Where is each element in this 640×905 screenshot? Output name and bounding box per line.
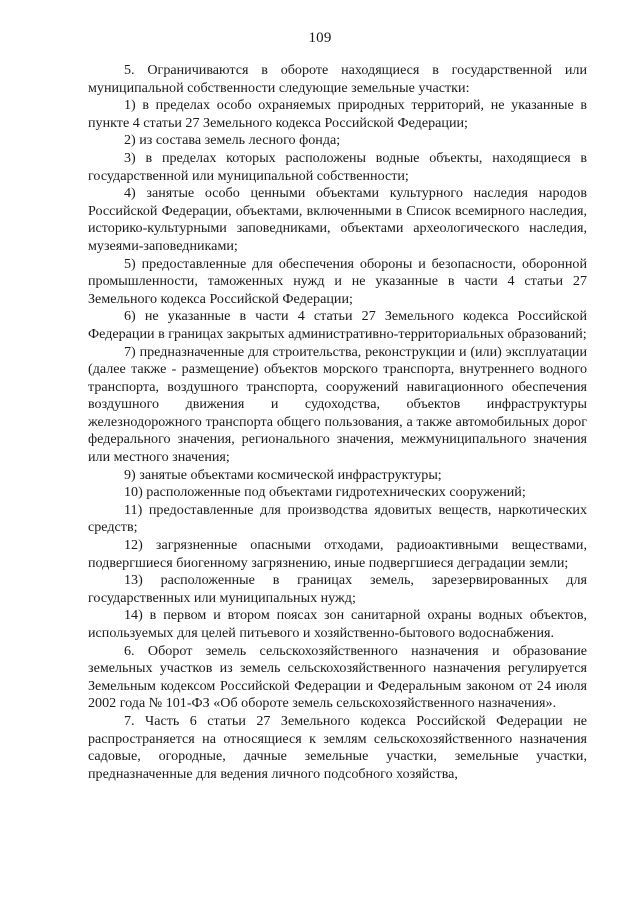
page-number: 109	[308, 30, 332, 46]
list-item-5: 5) предоставленные для обеспечения обороны и безопасности, оборонной промышленности, таможенных нужд и не указанные в части 4 статьи 27 Земельного кодекса Российской Федерации;	[88, 255, 587, 307]
paragraph-item-7: 7. Часть 6 статьи 27 Земельного кодекса Российской Федерации не распространяется на относящиеся к землям сельскохозяйственного назначения садовые, огородные, дачные земельные участки, земельные участки, предназначенные для ведения личного подсобного хозяйства,	[88, 712, 587, 782]
list-item-13: 13) расположенные в границах земель, зарезервированных для государственных или муниципальных нужд;	[88, 572, 587, 606]
paragraph-item-5-intro: 5. Ограничиваются в обороте находящиеся в государственной или муниципальной собственности следующие земельные участки:	[88, 62, 587, 96]
list-item-14: 14) в первом и втором поясах зон санитарной охраны водных объектов, используемых для целей питьевого и хозяйственно-бытового водоснабжения.	[88, 607, 587, 641]
list-item-10: 10) расположенные под объектами гидротехнических сооружений;	[124, 484, 526, 501]
list-item-7: 7) предназначенные для строительства, реконструкции и (или) эксплуатации (далее также - размещение) объектов морского транспорта, внутреннего водного транспорта, воздушного транспорта, сооружений навигационного обеспечения воздушного движения и судоходства, объектов инфраструктуры железнодорожного транспорта общего пользования, а также автомобильных дорог федерального значения, регионального значения, межмуниципального значения или местного значения;	[88, 343, 587, 466]
document-body	[88, 62, 587, 783]
list-item-9: 9) занятые объектами космической инфраструктуры;	[124, 466, 442, 483]
paragraph-item-6: 6. Оборот земель сельскохозяйственного назначения и образование земельных участков из земель сельскохозяйственного назначения регулируется Земельным кодексом Российской Федерации и Федеральным законом от 24 июля 2002 года № 101-ФЗ «Об обороте земель сельскохозяйственного назначения».	[88, 642, 587, 712]
list-item-6: 6) не указанные в части 4 статьи 27 Земельного кодекса Российской Федерации в границах закрытых административно-территориальных образований;	[88, 308, 587, 342]
list-item-11: 11) предоставленные для производства ядовитых веществ, наркотических средств;	[88, 501, 587, 536]
list-item-12: 12) загрязненные опасными отходами, радиоактивными веществами, подвергшиеся биогенному загрязнению, иные подвергшиеся деградации земли;	[88, 537, 587, 571]
list-item-4: 4) занятые особо ценными объектами культурного наследия народов Российской Федерации, объектами, включенными в Список всемирного наследия, историко-культурными заповедниками, объектами археологического наследия, музеями-заповедниками;	[88, 185, 587, 254]
list-item-3: 3) в пределах которых расположены водные объекты, находящиеся в государственной или муниципальной собственности;	[88, 149, 587, 184]
list-item-2: 2) из состава земель лесного фонда;	[124, 132, 341, 149]
list-item-1: 1) в пределах особо охраняемых природных территорий, не указанные в пункте 4 статьи 27 Земельного кодекса Российской Федерации;	[88, 97, 587, 131]
